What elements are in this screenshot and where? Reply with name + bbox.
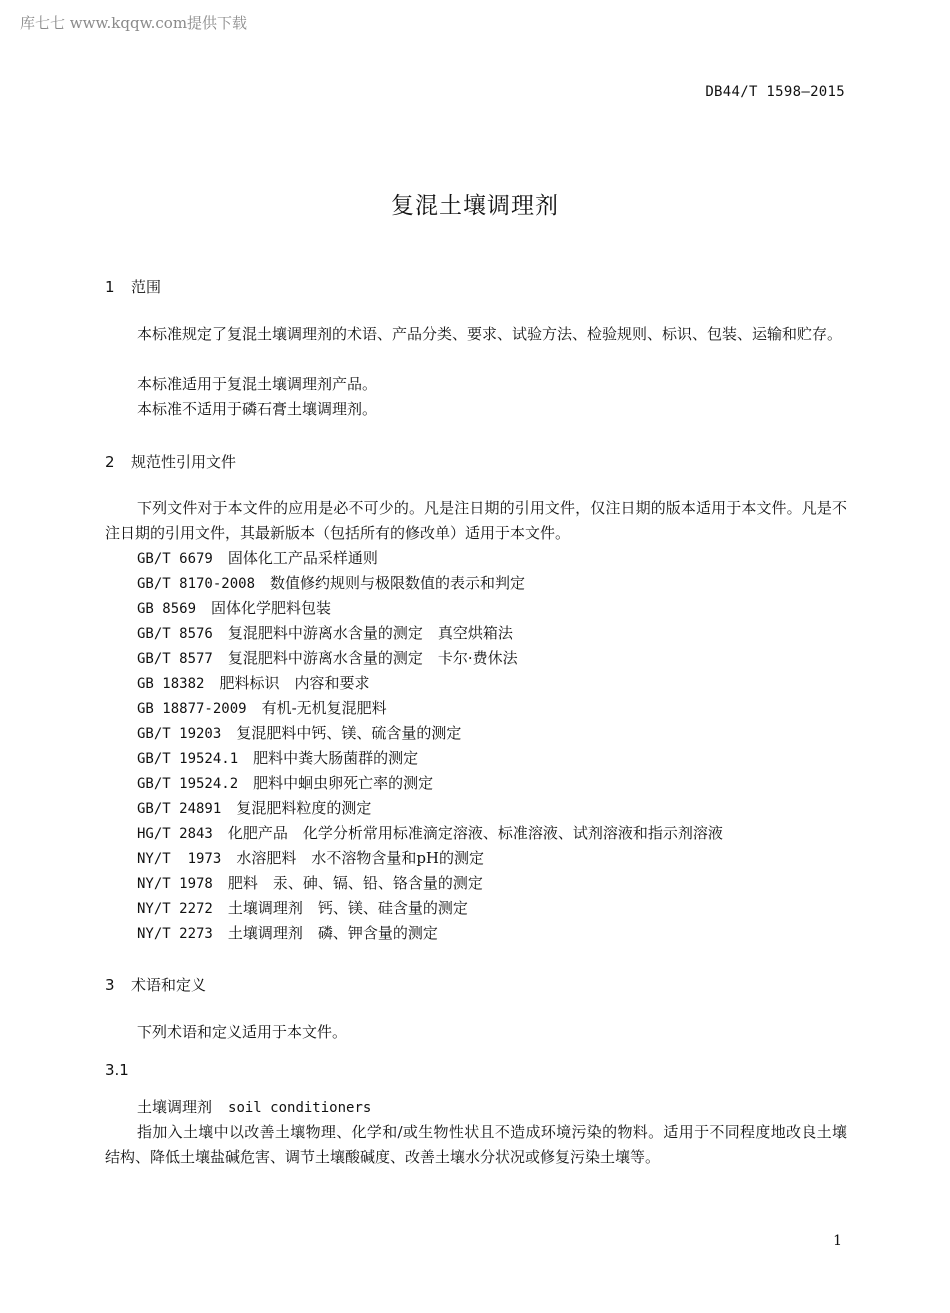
- page-number: 1: [833, 1233, 842, 1249]
- term-english: soil conditioners: [228, 1100, 372, 1116]
- section-number: 2: [105, 453, 115, 471]
- reference-title: 土壤调理剂 钙、镁、硅含量的测定: [227, 899, 468, 917]
- reference-code: GB 18877-2009: [137, 701, 247, 717]
- reference-code: NY/T 2273: [137, 926, 213, 942]
- term-definition: 指加入土壤中以改善土壤物理、化学和/或生物性状且不造成环境污染的物料。适用于不同程度地改良土壤结构、降低土壤盐碱危害、调节土壤酸碱度、改善土壤水分状况或修复污染土壤等。: [105, 1123, 847, 1166]
- reference-item: [137, 771, 723, 796]
- reference-item: [137, 696, 723, 721]
- reference-title: 复混肥料中游离水含量的测定 卡尔·费休法: [227, 649, 518, 667]
- reference-title: 肥料 汞、砷、镉、铅、铬含量的测定: [227, 874, 483, 892]
- section-1-heading: [105, 276, 161, 297]
- reference-code: GB/T 8170-2008: [137, 576, 256, 592]
- reference-item: [137, 746, 723, 771]
- section-number: 3: [105, 976, 115, 994]
- section-title: 规范性引用文件: [131, 453, 237, 471]
- reference-item: [137, 921, 723, 946]
- reference-title: 肥料中蛔虫卵死亡率的测定: [253, 774, 434, 792]
- reference-title: 复混肥料粒度的测定: [236, 799, 372, 817]
- reference-title: 水溶肥料 水不溶物含量和pH的测定: [236, 849, 484, 867]
- standard-code: DB44/T 1598—2015: [705, 84, 845, 100]
- section-2-heading: [105, 451, 236, 472]
- reference-code: GB/T 19524.2: [137, 776, 239, 792]
- reference-code: GB/T 19524.1: [137, 751, 239, 767]
- references-intro: 下列文件对于本文件的应用是必不可少的。凡是注日期的引用文件，仅注日期的版本适用于本文件。凡是不注日期的引用文件，其最新版本（包括所有的修改单）适用于本文件。: [105, 499, 847, 542]
- reference-title: 固体化工产品采样通则: [227, 549, 378, 567]
- reference-title: 数值修约规则与极限数值的表示和判定: [270, 574, 526, 592]
- reference-code: GB/T 24891: [137, 801, 222, 817]
- subsection-number: 3.1: [105, 1061, 129, 1079]
- term-entry: [137, 1096, 371, 1117]
- reference-item: [137, 621, 723, 646]
- reference-code: NY/T 1978: [137, 876, 213, 892]
- watermark-text: 库七七 www.kqqw.com提供下载: [20, 14, 248, 32]
- reference-title: 肥料中粪大肠菌群的测定: [253, 749, 419, 767]
- section-3-heading: [105, 974, 206, 995]
- terms-intro: 下列术语和定义适用于本文件。: [137, 1023, 348, 1041]
- reference-item: [137, 796, 723, 821]
- reference-item: [137, 546, 723, 571]
- reference-title: 复混肥料中钙、镁、硫含量的测定: [236, 724, 462, 742]
- document-title: 复混土壤调理剂: [391, 193, 559, 219]
- reference-item: [137, 721, 723, 746]
- reference-item: [137, 571, 723, 596]
- reference-code: GB/T 6679: [137, 551, 213, 567]
- reference-title: 复混肥料中游离水含量的测定 真空烘箱法: [227, 624, 513, 642]
- reference-code: GB/T 19203: [137, 726, 222, 742]
- reference-title: 土壤调理剂 磷、钾含量的测定: [227, 924, 438, 942]
- section-title: 范围: [131, 278, 162, 296]
- reference-title: 固体化学肥料包装: [211, 599, 332, 617]
- reference-title: 肥料标识 内容和要求: [219, 674, 370, 692]
- scope-paragraph-3: 本标准不适用于磷石膏土壤调理剂。: [137, 400, 378, 418]
- reference-title: 化肥产品 化学分析常用标准滴定溶液、标准溶液、试剂溶液和指示剂溶液: [227, 824, 723, 842]
- reference-code: GB/T 8576: [137, 626, 213, 642]
- reference-item: [137, 871, 723, 896]
- reference-code: GB 18382: [137, 676, 205, 692]
- scope-paragraph-1: 本标准规定了复混土壤调理剂的术语、产品分类、要求、试验方法、检验规则、标识、包装、运输和贮存。: [137, 325, 843, 343]
- reference-item: [137, 596, 723, 621]
- reference-list: [137, 546, 723, 946]
- reference-code: NY/T 2272: [137, 901, 213, 917]
- reference-title: 有机-无机复混肥料: [261, 699, 387, 717]
- reference-code: GB/T 8577: [137, 651, 213, 667]
- section-number: 1: [105, 278, 115, 296]
- reference-code: GB 8569: [137, 601, 197, 617]
- reference-code: NY/T 1973: [137, 851, 222, 867]
- reference-item: [137, 846, 723, 871]
- reference-item: [137, 896, 723, 921]
- scope-paragraph-2: 本标准适用于复混土壤调理剂产品。: [137, 375, 378, 393]
- reference-code: HG/T 2843: [137, 826, 213, 842]
- reference-item: [137, 671, 723, 696]
- section-title: 术语和定义: [131, 976, 207, 994]
- term-chinese: 土壤调理剂: [137, 1098, 213, 1116]
- reference-item: [137, 646, 723, 671]
- reference-item: [137, 821, 723, 846]
